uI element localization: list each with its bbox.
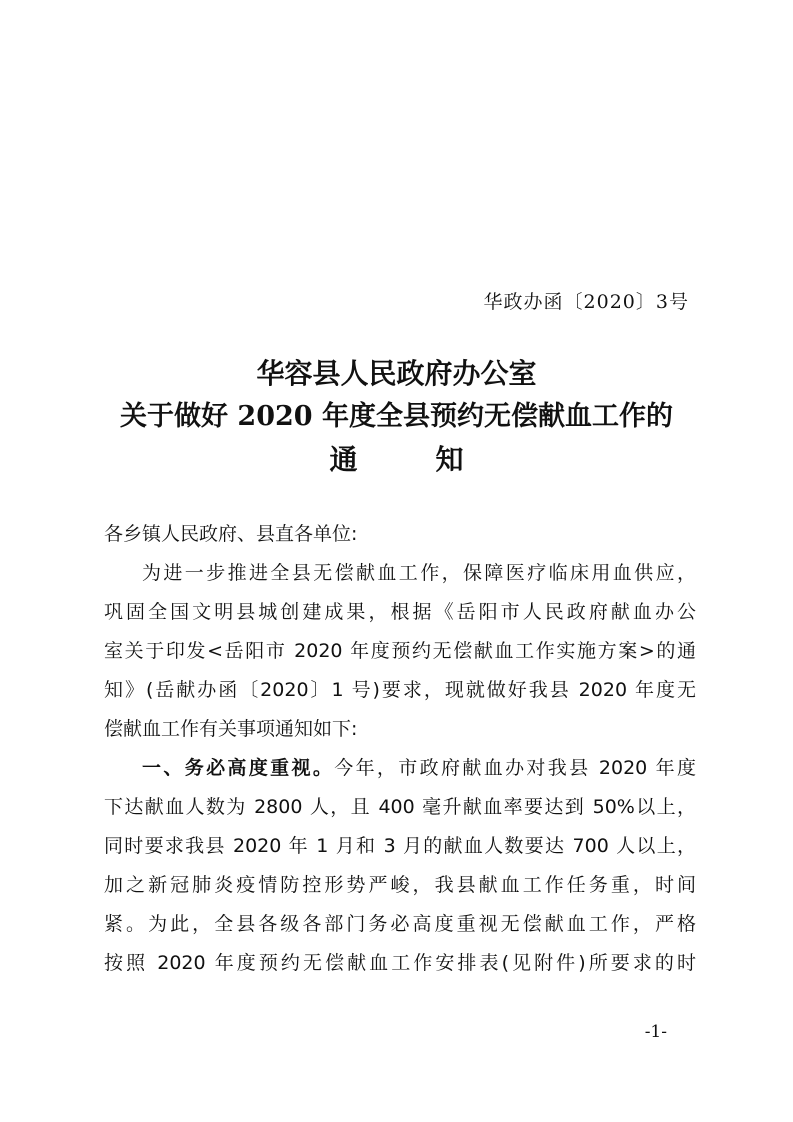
section-heading-continuation: 今年，市政府献血办对我县 2020 年度: [334, 757, 696, 779]
paragraph-line: 下达献血人数为 2800 人，且 400 毫升献血率要达到 50%以上，: [104, 796, 696, 818]
document-body: [104, 515, 696, 983]
page-number: -1-: [644, 1022, 667, 1042]
paragraph-line: [142, 749, 696, 788]
paragraph-section-1: [104, 749, 696, 983]
title-line-2: 关于做好 2020 年度全县预约无偿献血工作的: [120, 401, 673, 432]
paragraph-line: 巩固全国文明县城创建成果，根据《岳阳市人民政府献血办公: [104, 601, 696, 623]
paragraph-line: 加之新冠肺炎疫情防控形势严峻，我县献血工作任务重，时间: [104, 874, 696, 896]
document-number: 华政办函〔2020〕3号: [483, 291, 689, 313]
paragraph-intro: [104, 554, 696, 749]
paragraph-line: 按照 2020 年度预约无偿献血工作安排表(见附件)所要求的时: [104, 952, 696, 974]
title-line-1: 华容县人民政府办公室: [256, 357, 537, 390]
section-heading: 一、务必高度重视。: [142, 757, 335, 779]
salutation: 各乡镇人民政府、县直各单位:: [104, 523, 358, 545]
paragraph-line: 紧。为此，全县各级各部门务必高度重视无偿献血工作，严格: [104, 913, 696, 935]
paragraph-line: 偿献血工作有关事项通知如下:: [104, 718, 358, 740]
document-title: [0, 352, 793, 481]
paragraph-line: 知》(岳献办函〔2020〕1 号)要求，现就做好我县 2020 年度无: [104, 679, 696, 701]
paragraph-line: 为进一步推进全县无偿献血工作，保障医疗临床用血供应，: [142, 562, 696, 584]
paragraph-line: 室关于印发<岳阳市 2020 年度预约无偿献血工作实施方案>的通: [104, 640, 696, 662]
title-line-3: 通知: [329, 443, 542, 476]
paragraph-line: 同时要求我县 2020 年 1 月和 3 月的献血人数要达 700 人以上，: [104, 835, 696, 857]
